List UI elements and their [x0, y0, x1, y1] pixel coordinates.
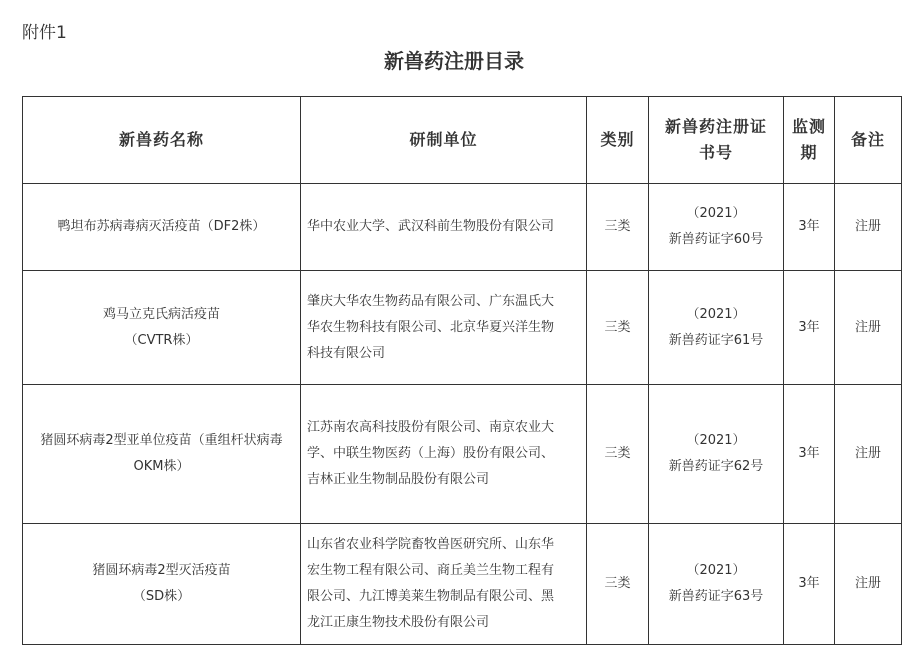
developer-cell	[301, 524, 587, 645]
certificate-line: （2021）	[686, 433, 746, 448]
developer-line: 山东省农业科学院畜牧兽医研究所、山东华	[307, 537, 555, 552]
developer-line: 宏生物工程有限公司、商丘美兰生物工程有	[307, 563, 555, 578]
drug-name-line: 鸭坦布苏病毒病灭活疫苗（DF2株）	[57, 219, 266, 234]
table-row	[23, 385, 902, 524]
certificate-cell	[649, 524, 784, 645]
page-title: 新兽药注册目录	[384, 49, 524, 73]
developer-line: 江苏南农高科技股份有限公司、南京农业大	[307, 420, 555, 435]
category-cell: 三类	[587, 385, 649, 524]
certificate-cell	[649, 385, 784, 524]
drug-name-line: 鸡马立克氏病活疫苗	[102, 306, 220, 322]
attachment-label: 附件1	[22, 23, 67, 43]
certificate-line: （2021）	[686, 306, 746, 322]
table-row	[23, 184, 902, 271]
developer-line: 限公司、九江博美莱生物制品有限公司、黑	[307, 589, 555, 604]
header-developer: 研制单位	[301, 97, 587, 184]
developer-cell	[301, 184, 587, 271]
header-monitoring-period	[784, 97, 835, 184]
header-monitoring-line: 期	[800, 143, 818, 162]
drug-name-cell	[23, 184, 301, 271]
drug-name-cell	[23, 385, 301, 524]
developer-cell	[301, 385, 587, 524]
developer-line: 华中农业大学、武汉科前生物股份有限公司	[307, 219, 555, 234]
developer-line: 肇庆大华农生物药品有限公司、广东温氏大	[307, 293, 555, 309]
certificate-line: 新兽药证字60号	[668, 232, 764, 247]
drug-name-line: OKM株）	[133, 459, 190, 474]
header-drug-name: 新兽药名称	[23, 97, 301, 184]
header-remarks: 备注	[835, 97, 902, 184]
table-row	[23, 524, 902, 645]
developer-line: 龙江正康生物技术股份有限公司	[307, 615, 490, 630]
monitoring-cell: 3年	[784, 524, 835, 645]
table-header-row	[23, 97, 902, 184]
remarks-cell: 注册	[835, 271, 902, 385]
remarks-cell: 注册	[835, 385, 902, 524]
header-certificate	[649, 97, 784, 184]
header-certificate-line: 新兽药注册证	[664, 117, 767, 136]
header-certificate-line: 书号	[698, 143, 733, 162]
monitoring-cell: 3年	[784, 271, 835, 385]
category-cell: 三类	[587, 271, 649, 385]
remarks-cell: 注册	[835, 184, 902, 271]
category-cell: 三类	[587, 184, 649, 271]
drug-name-cell	[23, 271, 301, 385]
header-category: 类别	[587, 97, 649, 184]
developer-cell	[301, 271, 587, 385]
drug-name-line: （CVTR株）	[124, 332, 199, 348]
drug-name-line: 猪圆环病毒2型灭活疫苗	[92, 563, 231, 578]
developer-line: 学、中联生物医药（上海）股份有限公司、	[307, 446, 555, 461]
header-monitoring-line: 监测	[791, 117, 826, 136]
certificate-cell	[649, 184, 784, 271]
monitoring-cell: 3年	[784, 184, 835, 271]
certificate-line: （2021）	[686, 563, 746, 578]
monitoring-cell: 3年	[784, 385, 835, 524]
drug-name-line: （SD株）	[132, 589, 191, 604]
category-cell: 三类	[587, 524, 649, 645]
drug-name-cell	[23, 524, 301, 645]
certificate-line: 新兽药证字62号	[668, 459, 764, 474]
developer-line: 吉林正业生物制品股份有限公司	[307, 472, 490, 487]
certificate-line: 新兽药证字61号	[668, 332, 764, 348]
developer-line: 华农生物科技有限公司、北京华夏兴洋生物	[307, 319, 555, 335]
registration-table	[22, 96, 902, 645]
remarks-cell: 注册	[835, 524, 902, 645]
certificate-cell	[649, 271, 784, 385]
certificate-line: 新兽药证字63号	[668, 589, 764, 604]
drug-name-line: 猪圆环病毒2型亚单位疫苗（重组杆状病毒	[40, 433, 283, 448]
table-row	[23, 271, 902, 385]
developer-line: 科技有限公司	[307, 345, 386, 361]
certificate-line: （2021）	[686, 206, 746, 221]
